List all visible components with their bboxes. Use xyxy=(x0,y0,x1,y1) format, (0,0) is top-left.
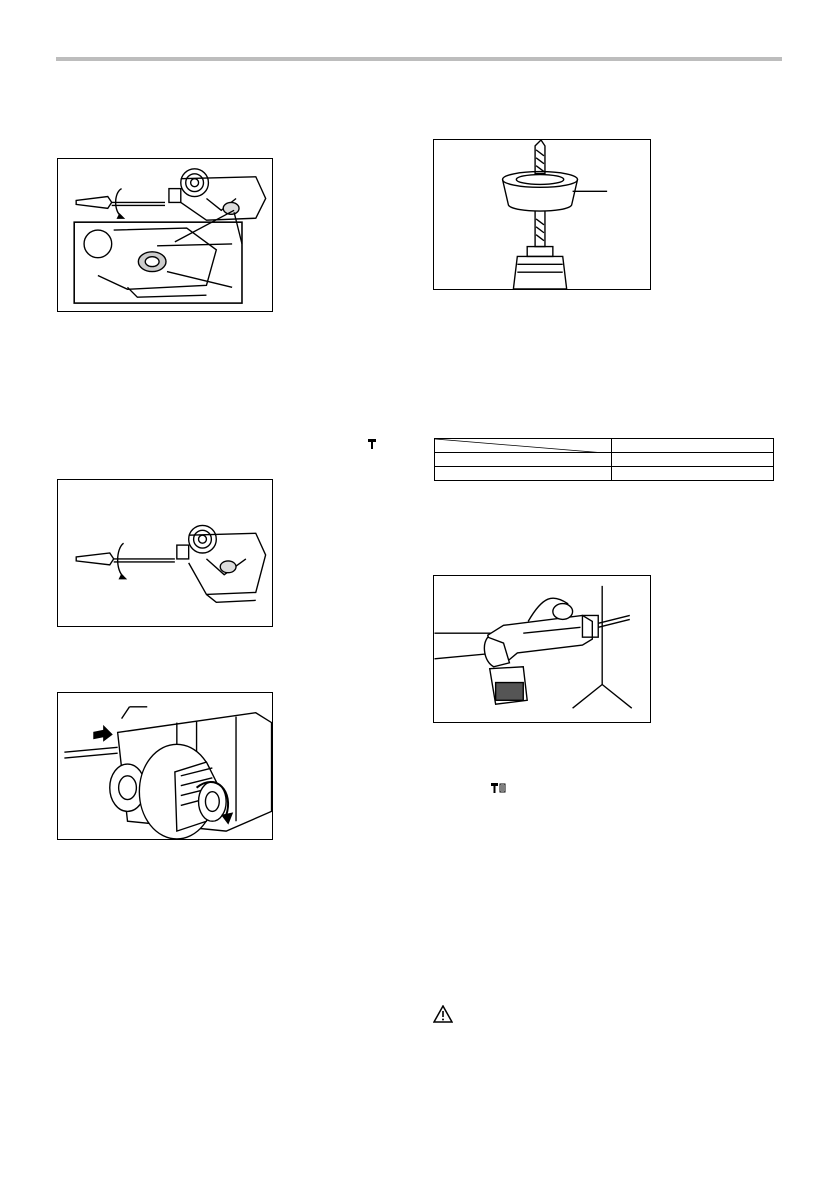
table-row xyxy=(435,439,774,453)
figure-drilling-wall-drawing xyxy=(434,576,650,722)
header-rule xyxy=(56,57,782,61)
figure-drilling-wall xyxy=(433,575,651,723)
table-cell xyxy=(435,467,612,481)
figure-screwdriver-detail-drawing xyxy=(58,159,272,311)
figure-dust-cup-drawing xyxy=(434,140,650,289)
figure-screwdriver-brush xyxy=(57,479,273,627)
spec-table xyxy=(434,438,774,481)
figure-screwdriver-brush-drawing xyxy=(58,480,272,626)
table-row xyxy=(435,467,774,481)
table-cell xyxy=(612,439,774,453)
figure-depth-gauge-drawing xyxy=(58,693,272,839)
rotation-hammer-mode-icon xyxy=(490,782,506,797)
figure-dust-cup xyxy=(433,139,651,290)
diagonal-line xyxy=(435,439,605,453)
table-cell xyxy=(612,453,774,467)
table-cell xyxy=(612,467,774,481)
figure-depth-gauge xyxy=(57,692,273,840)
figure-screwdriver-detail xyxy=(57,158,273,312)
table-row xyxy=(435,453,774,467)
table-cell xyxy=(435,453,612,467)
table-cell-diagonal xyxy=(435,439,612,453)
warning-triangle-icon xyxy=(433,1005,453,1023)
hammer-mode-icon xyxy=(367,438,377,453)
